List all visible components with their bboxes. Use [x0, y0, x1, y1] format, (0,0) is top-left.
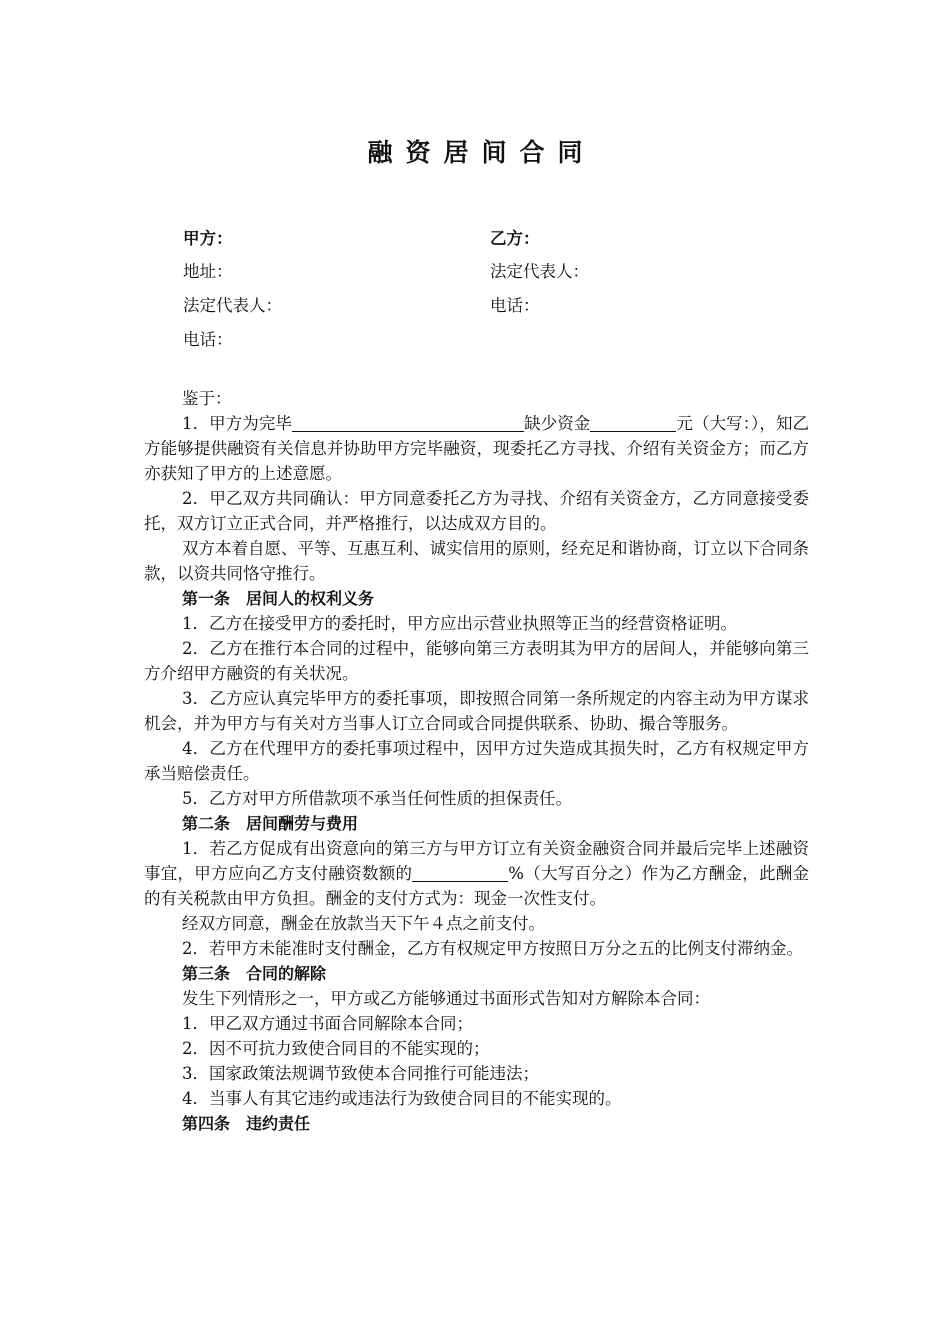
- article-1-item-5: 5．乙方对甲方所借款项不承当任何性质的担保责任。: [182, 789, 572, 808]
- phone-b-label: 电话：: [490, 296, 540, 315]
- phone-a-label: 电话：: [183, 330, 233, 349]
- article-3-item-1: 1．甲乙双方通过书面合同解除本合同；: [182, 1014, 473, 1033]
- document-title: 融资居间合同: [367, 138, 596, 167]
- party-a-label: 甲方：: [183, 229, 233, 248]
- article-3-item-3: 3．国家政策法规调节致使本合同推行可能违法；: [182, 1064, 539, 1083]
- whereas-heading: 鉴于：: [182, 389, 232, 408]
- article-2-heading: 第二条 居间酬劳与费用: [182, 814, 359, 833]
- recital-3: 双方本着自愿、平等、互惠互利、诚实信用的原则，经充足和谐协商，订立以下合同条款，以资共同恪守推行。: [144, 539, 809, 583]
- legal-rep-a-label: 法定代表人：: [183, 296, 282, 315]
- article-3-item-4: 4．当事人有其它违约或违法行为致使合同目的不能实现的。: [182, 1089, 622, 1108]
- article-1-item-4: 4．乙方在代理甲方的委托事项过程中，因甲方过失造成其损失时，乙方有权规定甲方承当赔偿责任。: [144, 739, 809, 783]
- article-3-intro: 发生下列情形之一，甲方或乙方能够通过书面形式告知对方解除本合同：: [182, 989, 710, 1008]
- article-1-item-2: 2．乙方在推行本合同的过程中，能够向第三方表明其为甲方的居间人，并能够向第三方介绍甲方融资的有关状况。: [144, 639, 809, 683]
- recital-2: 2．甲乙双方共同确认：甲方同意委托乙方为寻找、介绍有关资金方，乙方同意接受委托，双方订立正式合同，并严格推行，以达成双方目的。: [144, 489, 809, 533]
- project-blank[interactable]: [292, 414, 524, 432]
- percent-blank[interactable]: [412, 864, 508, 882]
- contract-body: [144, 386, 809, 1136]
- amount-blank[interactable]: [590, 414, 676, 432]
- article-2-note: 经双方同意，酬金在放款当天下午４点之前支付。: [182, 914, 545, 933]
- article-3-item-2: 2．因不可抗力致使合同目的不能实现的；: [182, 1039, 490, 1058]
- legal-rep-b-label: 法定代表人：: [490, 262, 589, 281]
- recital-1: 1．甲方为完毕 缺少资金 元（大写：），知乙方能够提供融资有关信息并协助甲方完毕融资，现委托乙方寻找、介绍有关资金方；而乙方亦获知了甲方的上述意愿。: [144, 414, 810, 483]
- article-1-item-1: 1．乙方在接受甲方的委托时，甲方应出示营业执照等正当的经营资格证明。: [182, 614, 737, 633]
- address-label: 地址：: [183, 262, 233, 281]
- article-4-heading: 第四条 违约责任: [182, 1114, 311, 1133]
- article-1-heading: 第一条 居间人的权利义务: [182, 589, 375, 608]
- article-3-heading: 第三条 合同的解除: [182, 964, 327, 983]
- party-b-label: 乙方：: [490, 229, 540, 248]
- article-2-item-2: 2．若甲方未能准时支付酬金，乙方有权规定甲方按照日万分之五的比例支付滞纳金。: [182, 939, 803, 958]
- article-1-item-3: 3．乙方应认真完毕甲方的委托事项，即按照合同第一条所规定的内容主动为甲方谋求机会，并为甲方与有关对方当事人订立合同或合同提供联系、协助、撮合等服务。: [144, 689, 809, 733]
- article-2-item-1: 1．若乙方促成有出资意向的第三方与甲方订立有关资金融资合同并最后完毕上述融资事宜，甲方应向乙方支付融资数额的 %（大写百分之）作为乙方酬金，此酬金的有关税款由甲方负担。酬金的支付方式为：现金一次性支付。: [144, 839, 810, 908]
